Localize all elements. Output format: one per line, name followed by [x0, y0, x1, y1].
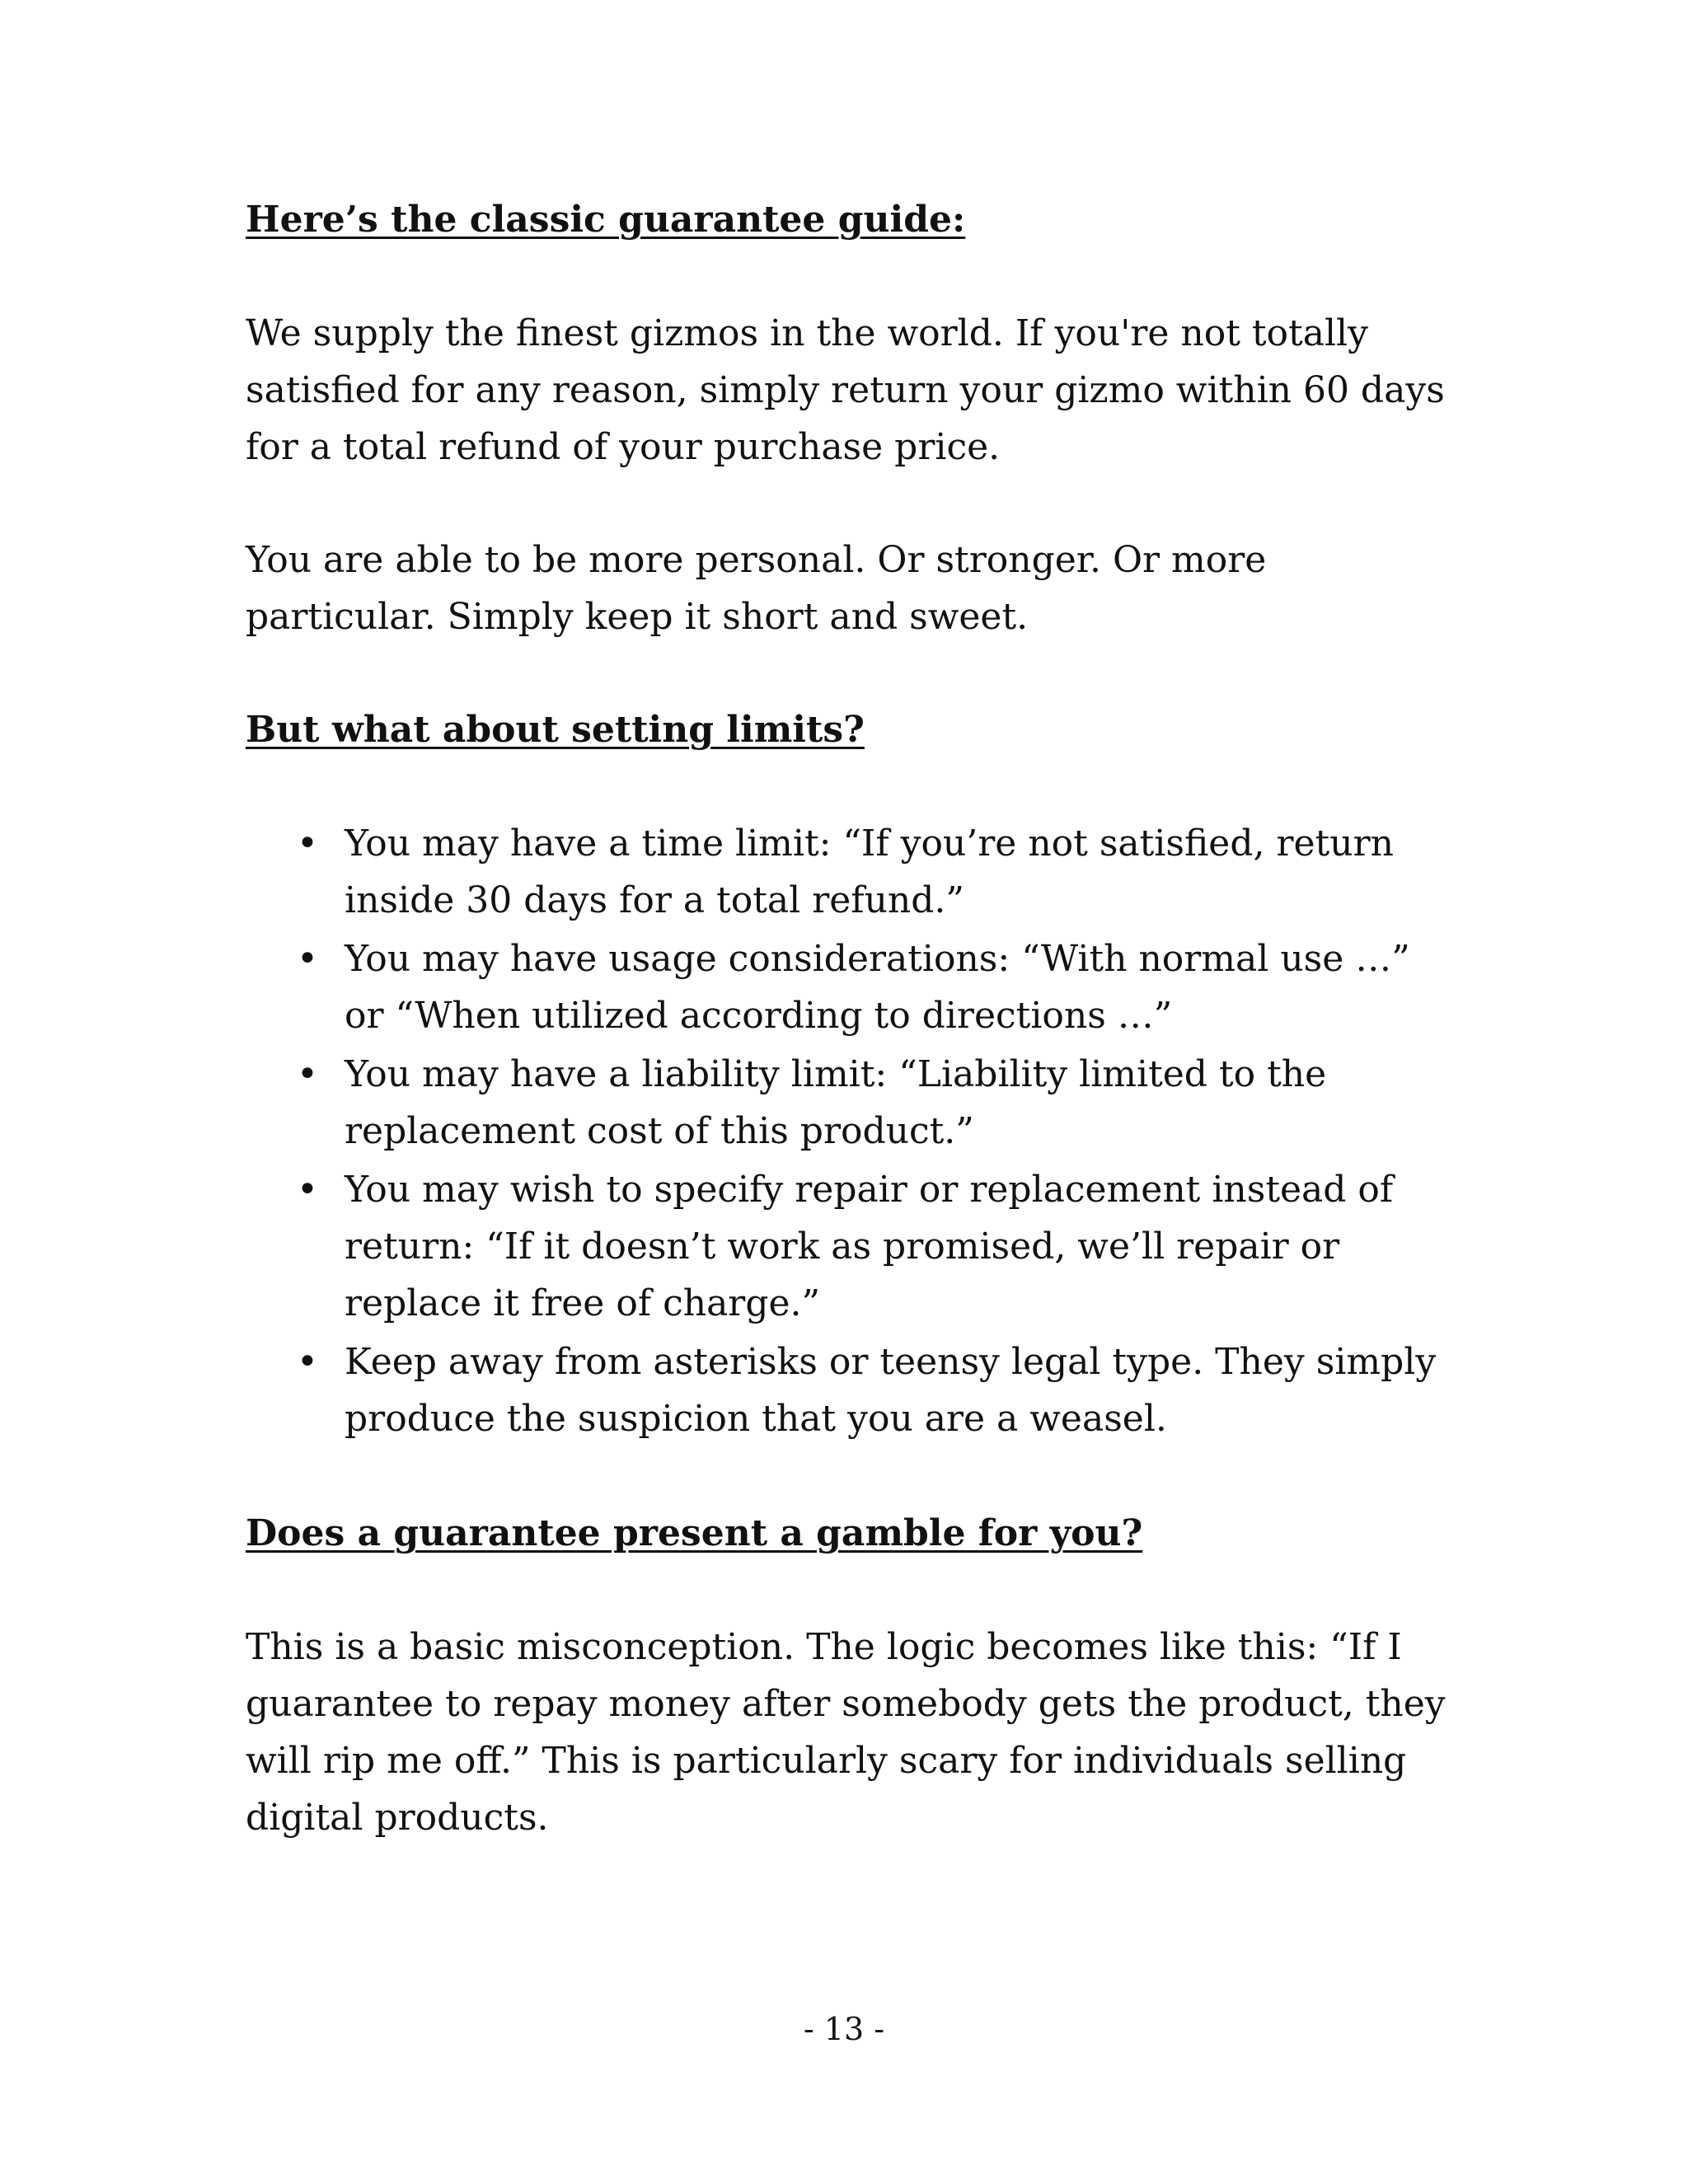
bullet-icon: •: [297, 1053, 318, 1095]
paragraph-basic-misconception: This is a basic misconception. The logic becomes like this: “If I guarantee to repay money after somebody gets the product, they will rip me off.” This is particularly scary for individuals selling digital products.: [246, 1626, 1446, 1839]
bullet-icon: •: [297, 1341, 318, 1383]
list-item-text: You may have a liability limit: “Liability limited to the replacement cost of this product.”: [345, 1053, 1327, 1152]
list-item: [246, 815, 1457, 929]
list-item: [246, 1333, 1457, 1447]
bullet-icon: •: [297, 938, 318, 980]
list-item-text: You may wish to specify repair or replacement instead of return: “If it doesn’t work as promised, we’ll repair or replace it free of charge.”: [345, 1169, 1394, 1324]
list-item-text: Keep away from asterisks or teensy legal type. They simply produce the suspicion that you are a weasel.: [345, 1341, 1437, 1440]
paragraph-be-more-personal: You are able to be more personal. Or stronger. Or more particular. Simply keep it short and sweet.: [246, 539, 1267, 638]
page-number: - 13 -: [803, 2011, 885, 2047]
limits-bullet-list: [246, 815, 1457, 1447]
list-item-text: You may have usage considerations: “With normal use …” or “When utilized according to directions …”: [345, 938, 1410, 1037]
bullet-icon: •: [297, 1169, 318, 1211]
list-item: [246, 1046, 1457, 1160]
list-item-text: You may have a time limit: “If you’re not satisfied, return inside 30 days for a total refund.”: [345, 823, 1394, 921]
paragraph-finest-gizmos: We supply the finest gizmos in the world. If you're not totally satisfied for any reason, simply return your gizmo within 60 days for a total refund of your purchase price.: [246, 312, 1445, 468]
section-heading-guarantee-gamble: Does a guarantee present a gamble for you?: [246, 1512, 1143, 1554]
section-heading-guarantee-guide: Here’s the classic guarantee guide:: [246, 199, 966, 241]
list-item: [246, 930, 1457, 1044]
bullet-icon: •: [297, 823, 318, 865]
section-heading-setting-limits: But what about setting limits?: [246, 709, 865, 751]
list-item: [246, 1161, 1457, 1332]
page-content: [246, 191, 1457, 1846]
